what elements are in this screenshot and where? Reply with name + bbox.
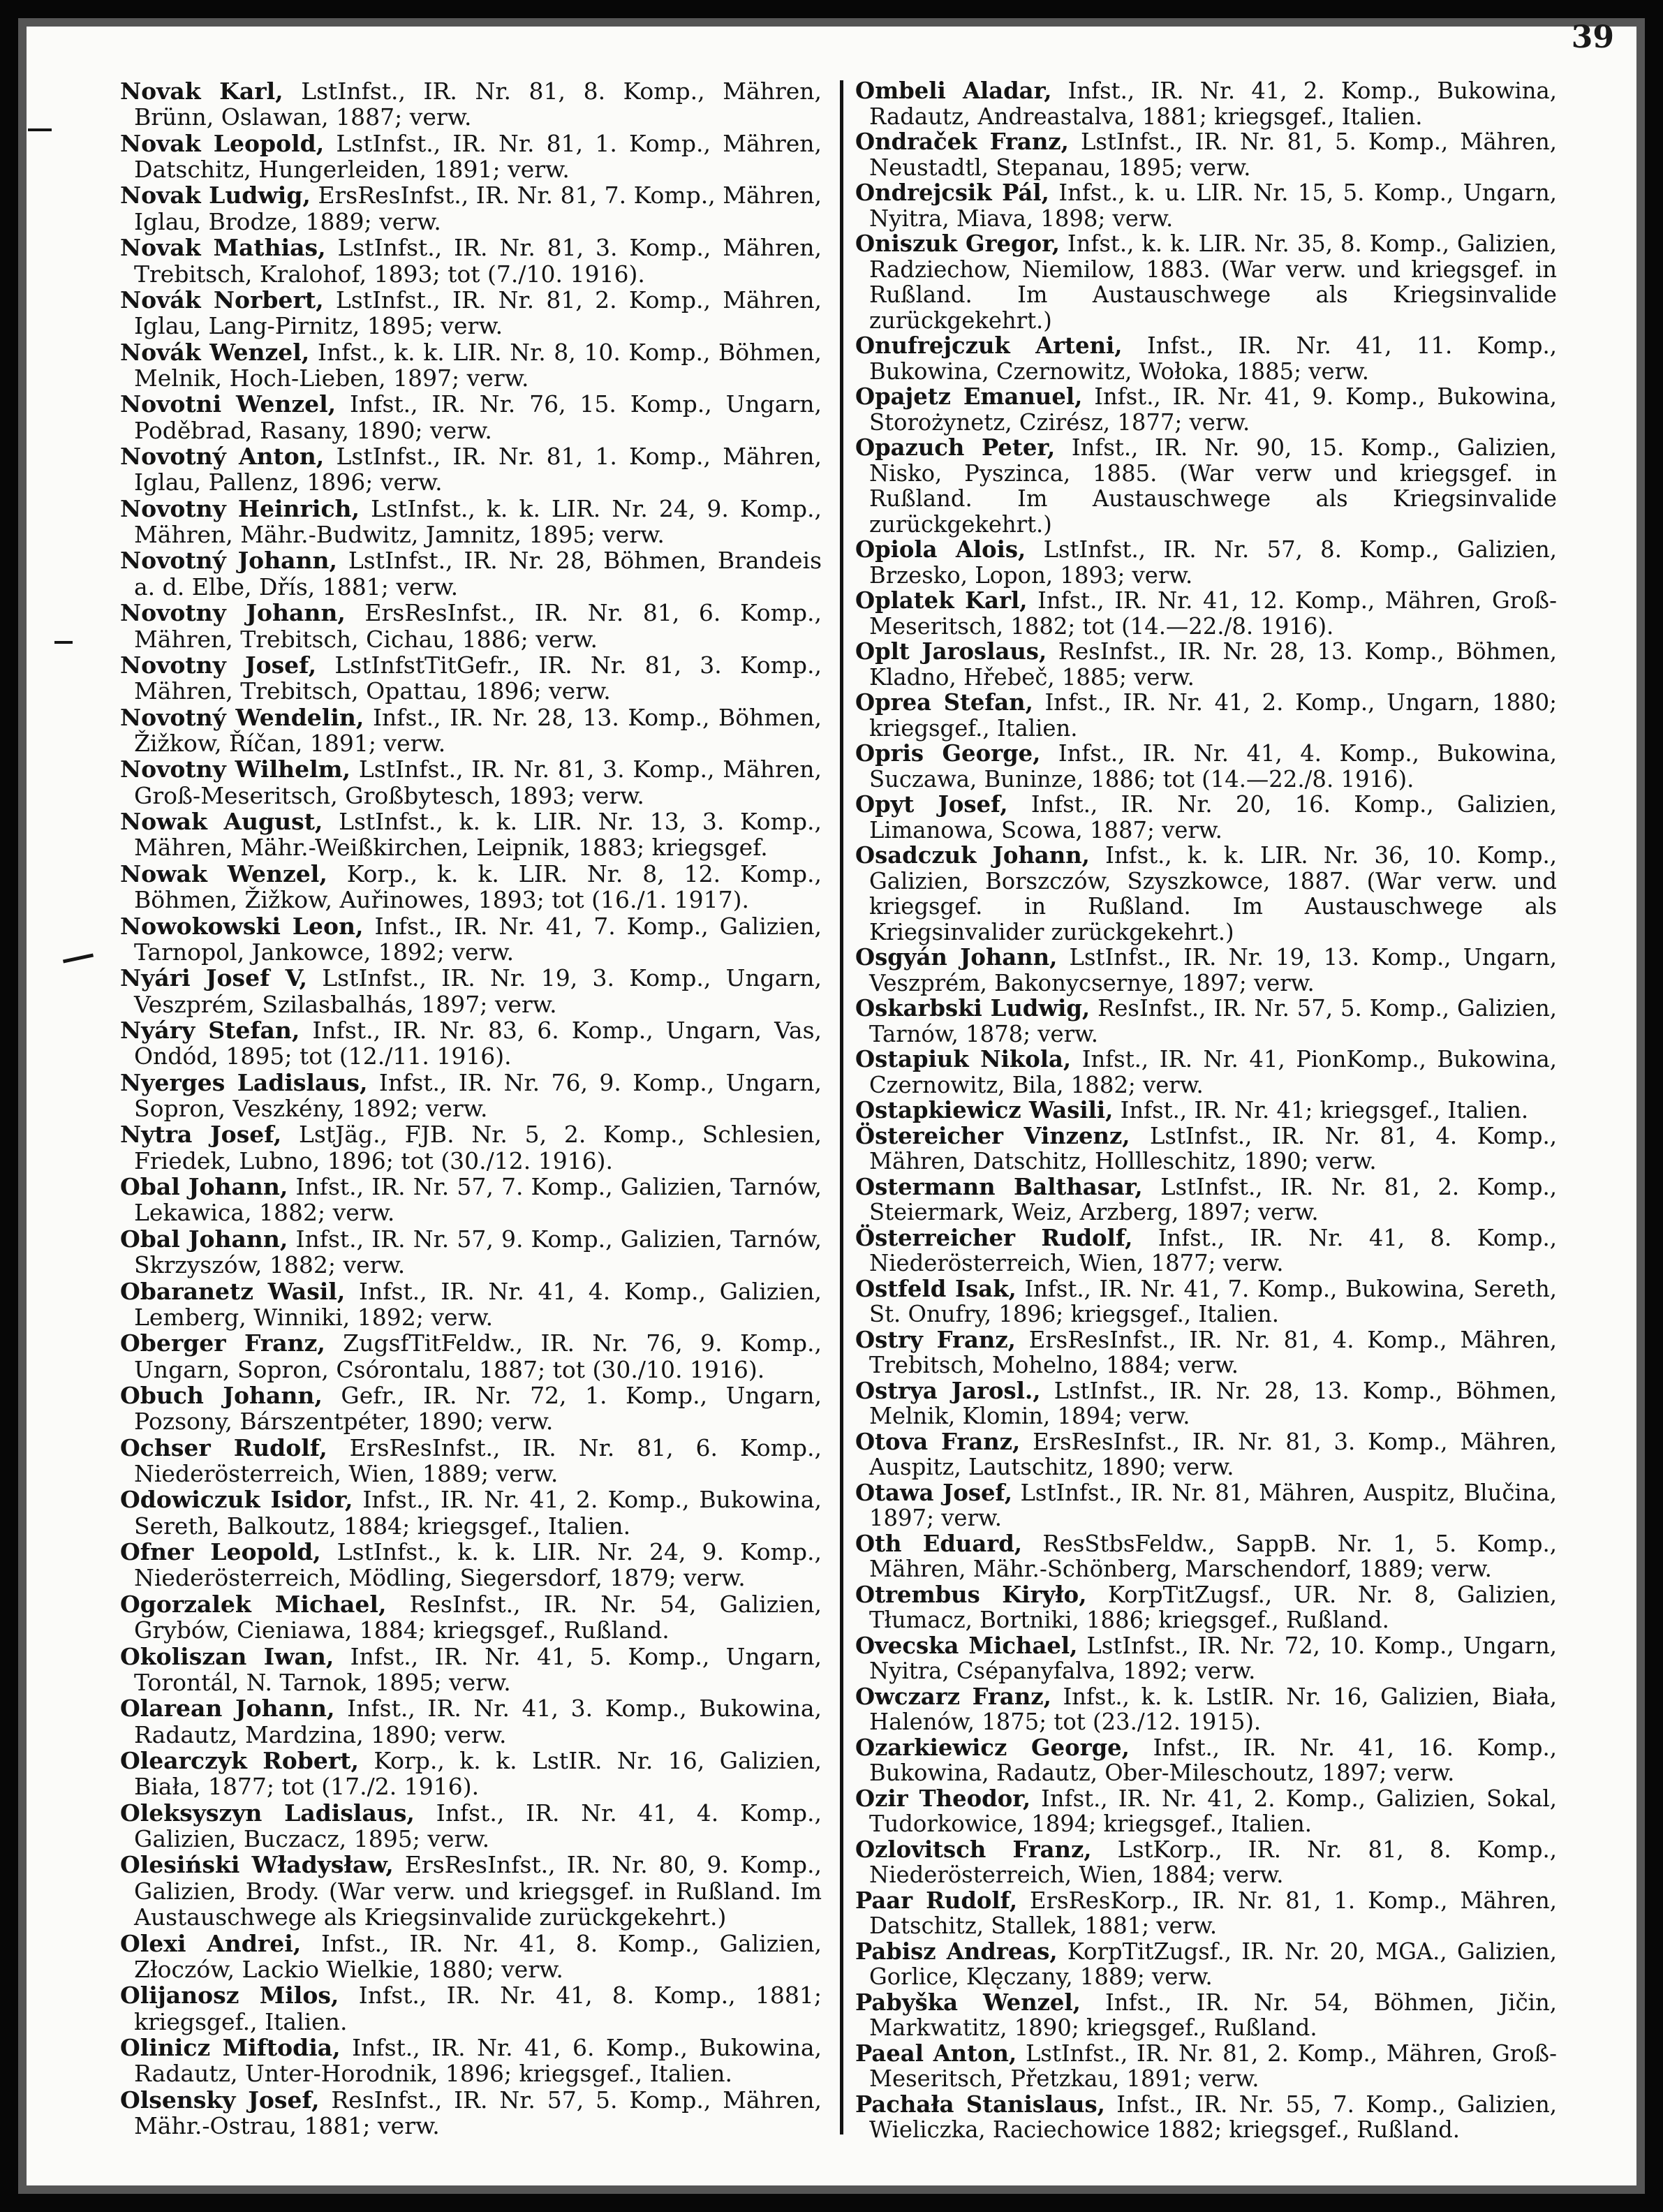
register-entry [855, 2041, 1557, 2092]
entry-name: Osadczuk Johann, [855, 842, 1090, 869]
entry-name: Ostapkiewicz Wasili, [855, 1097, 1114, 1123]
entry-name: Olexi Andrei, [120, 1929, 302, 1957]
register-entry [120, 1017, 822, 1070]
entry-name: Opajetz Emanuel, [855, 383, 1083, 410]
entry-name: Obaranetz Wasil, [120, 1277, 346, 1305]
register-entry [855, 129, 1557, 180]
entry-details: Infst., k. k. LIR. Nr. 8, 10. Komp., Böhmen, Melnik, Hoch-Lieben, 1897; verw. [134, 338, 822, 392]
entry-name: Novák Wenzel, [120, 338, 310, 366]
register-entry [120, 1121, 822, 1174]
register-entry [120, 547, 822, 600]
entry-name: Opyt Josef, [855, 791, 1008, 818]
page-number: 39 [1571, 20, 1614, 55]
entry-details: LstInfst., IR. Nr. 81, 3. Komp., Mähren, Trebitsch, Kralohof, 1893; tot (7./10. 1916). [134, 234, 822, 288]
entry-name: Ondrejcsik Pál, [855, 179, 1049, 206]
entry-name: Nowokowski Leon, [120, 912, 364, 940]
entry-name: Oniszuk Gregor, [855, 230, 1060, 257]
entry-details: ErsResInfst., IR. Nr. 81, 3. Komp., Mähren, Auspitz, Lautschitz, 1890; verw. [869, 1428, 1557, 1480]
entry-details: ResInfst., IR. Nr. 28, 13. Komp., Böhmen, Kladno, Hřebeč, 1885; verw. [869, 638, 1557, 691]
entry-name: Novotny Heinrich, [120, 494, 360, 522]
entry-details: LstInfst., IR. Nr. 81, 1. Komp., Mähren, Datschitz, Hungerleiden, 1891; verw. [134, 129, 822, 184]
register-entry [855, 1225, 1557, 1276]
entry-details: LstInfst., k. k. LIR. Nr. 13, 3. Komp., Mähren, Mähr.-Weißkirchen, Leipnik, 1883; kriegsgef. [134, 808, 822, 862]
entry-name: Ozlovitsch Franz, [855, 1836, 1092, 1863]
entry-details: ErsResInfst., IR. Nr. 81, 7. Komp., Mähren, Iglau, Brodze, 1889; verw. [134, 182, 822, 235]
register-entry [120, 1800, 822, 1852]
register-entry [855, 1378, 1557, 1429]
entry-name: Ondraček Franz, [855, 128, 1069, 155]
entry-name: Novotný Anton, [120, 443, 325, 471]
entry-details: Infst., IR. Nr. 41, 3. Komp., Bukowina, Radautz, Mardzina, 1890; verw. [134, 1695, 822, 1748]
register-entry [855, 180, 1557, 231]
entry-details: ResStbsFeldw., SappB. Nr. 1, 5. Komp., Mähren, Mähr.-Schönberg, Marschendorf, 1889; verw. [869, 1530, 1557, 1582]
register-entry [855, 945, 1557, 996]
entry-details: LstInfst., IR. Nr. 81, 3. Komp., Mähren, Groß-Meseritsch, Großbytesch, 1893; verw. [134, 755, 822, 809]
entry-details: Infst., IR. Nr. 54, Böhmen, Jičin, Markwatitz, 1890; kriegsgef., Rußland. [869, 1989, 1557, 2041]
entry-name: Ostrya Jarosl., [855, 1377, 1041, 1404]
entry-name: Ovecska Michael, [855, 1632, 1078, 1659]
entry-name: Okoliszan Iwan, [120, 1642, 334, 1670]
entry-details: ResInfst., IR. Nr. 57, 5. Komp., Galizien, Tarnów, 1878; verw. [869, 995, 1557, 1047]
entry-name: Ostermann Balthasar, [855, 1173, 1143, 1200]
register-entry [855, 1480, 1557, 1531]
register-entry [855, 1047, 1557, 1098]
entry-details: Infst., IR. Nr. 76, 15. Komp., Ungarn, Poděbrad, Rasany, 1890; verw. [134, 390, 822, 444]
entry-details: LstInfst., IR. Nr. 81, 2. Komp., Steiermark, Weiz, Arzberg, 1897; verw. [869, 1173, 1557, 1225]
entry-details: ResInfst., IR. Nr. 54, Galizien, Grybów, Cieniawa, 1884; kriegsgef., Rußland. [134, 1590, 822, 1644]
entry-name: Nyerges Ladislaus, [120, 1068, 368, 1096]
register-entry [120, 705, 822, 757]
register-entry [120, 235, 822, 287]
register-entry [120, 131, 822, 183]
entry-details: LstKorp., IR. Nr. 81, 8. Komp., Niederösterreich, Wien, 1884; verw. [869, 1836, 1557, 1888]
entry-details: KorpTitZugsf., IR. Nr. 20, MGA., Galizien, Gorlice, Klęczany, 1889; verw. [869, 1938, 1557, 1990]
entry-name: Novak Leopold, [120, 129, 325, 157]
entry-name: Novotný Johann, [120, 547, 338, 575]
register-entry [855, 1429, 1557, 1480]
register-entry [120, 1931, 822, 1983]
entry-details: Infst., IR. Nr. 55, 7. Komp., Galizien, Wieliczka, Raciechowice 1882; kriegsgef., Rußland. [869, 2091, 1557, 2143]
register-entry [855, 1531, 1557, 1582]
register-entry [120, 913, 822, 966]
entry-name: Novak Karl, [120, 78, 283, 105]
register-entry [120, 1852, 822, 1930]
register-entry [855, 1633, 1557, 1684]
entry-details: Infst., IR. Nr. 41, 4. Komp., Galizien, Lemberg, Winniki, 1892; verw. [134, 1277, 822, 1331]
register-entry [855, 78, 1557, 129]
entry-name: Novotný Wendelin, [120, 703, 364, 731]
entry-details: Infst., IR. Nr. 57, 9. Komp., Galizien, Tarnów, Skrzyszów, 1882; verw. [134, 1225, 822, 1279]
entry-name: Novotny Johann, [120, 599, 346, 627]
register-entry [120, 1591, 822, 1644]
entry-name: Östereicher Vinzenz, [855, 1122, 1130, 1149]
entry-details: Infst., IR. Nr. 41, 2. Komp., Galizien, Sokal, Tudorkowice, 1894; kriegsgef., Italien. [869, 1785, 1557, 1837]
register-entry [120, 1226, 822, 1278]
entry-name: Ozir Theodor, [855, 1785, 1031, 1812]
entry-details: LstInfst., IR. Nr. 19, 13. Komp., Ungarn, Veszprém, Bakonycsernye, 1897; verw. [869, 944, 1557, 996]
entry-name: Novak Ludwig, [120, 182, 311, 209]
entry-details: LstInfst., k. k. LIR. Nr. 24, 9. Komp., Mähren, Mähr.-Budwitz, Jamnitz, 1895; verw. [134, 494, 822, 549]
entry-details: Infst., IR. Nr. 41, 7. Komp., Bukowina, Sereth, St. Onufry, 1896; kriegsgef., Italien. [869, 1275, 1557, 1327]
entry-name: Owczarz Franz, [855, 1683, 1051, 1710]
entry-details: Infst., IR. Nr. 41, 12. Komp., Mähren, Groß-Meseritsch, 1882; tot (14.—22./8. 1916). [869, 587, 1557, 640]
entry-name: Oth Eduard, [855, 1530, 1022, 1557]
entry-name: Obal Johann, [120, 1173, 288, 1201]
entry-name: Novák Norbert, [120, 286, 324, 314]
entry-details: Infst., IR. Nr. 41, 8. Komp., Galizien, Złoczów, Lackio Wielkie, 1880; verw. [134, 1929, 822, 1983]
entry-name: Oberger Franz, [120, 1329, 325, 1357]
entry-name: Ostapiuk Nikola, [855, 1046, 1072, 1072]
entry-details: ErsResInfst., IR. Nr. 81, 6. Komp., Niederösterreich, Wien, 1889; verw. [134, 1433, 822, 1488]
entry-name: Novotni Wenzel, [120, 390, 337, 418]
entry-details: Korp., k. k. LstIR. Nr. 16, Galizien, Biała, 1877; tot (17./2. 1916). [134, 1747, 822, 1801]
margin-mark [54, 641, 73, 644]
entry-name: Olinicz Miftodia, [120, 2033, 341, 2061]
entry-details: Infst., IR. Nr. 41, 7. Komp., Galizien, Tarnopol, Jankowce, 1892; verw. [134, 912, 822, 966]
entry-details: Infst., IR. Nr. 41, 2. Komp., Bukowina, Sereth, Balkoutz, 1884; kriegsgef., Italien. [134, 1486, 822, 1540]
register-entry [120, 391, 822, 443]
entry-name: Pabisz Andreas, [855, 1938, 1058, 1965]
entry-details: Infst., IR. Nr. 41, 9. Komp., Bukowina, Storożynetz, Czirész, 1877; verw. [869, 383, 1557, 436]
entry-name: Obuch Johann, [120, 1381, 323, 1409]
register-entry [855, 690, 1557, 741]
entry-details: Infst., IR. Nr. 41, 16. Komp., Bukowina, Radautz, Ober-Mileschoutz, 1897; verw. [869, 1734, 1557, 1786]
register-entry [120, 1695, 822, 1748]
entry-details: Infst., IR. Nr. 20, 16. Komp., Galizien, Limanowa, Scowa, 1887; verw. [869, 791, 1557, 843]
register-entry [855, 333, 1557, 384]
register-entry [120, 1644, 822, 1696]
entry-details: Infst., IR. Nr. 83, 6. Komp., Ungarn, Vas, Ondód, 1895; tot (12./11. 1916). [134, 1016, 822, 1070]
register-entry [855, 537, 1557, 588]
register-entry [855, 2092, 1557, 2143]
entry-name: Olsensky Josef, [120, 2086, 320, 2114]
entry-name: Oskarbski Ludwig, [855, 995, 1091, 1022]
register-entry [855, 435, 1557, 537]
entry-details: ZugsfTitFeldw., IR. Nr. 76, 9. Komp., Ungarn, Sopron, Csórontalu, 1887; tot (30./10. 1916). [134, 1329, 822, 1383]
register-entry [120, 1382, 822, 1435]
entry-name: Novotny Josef, [120, 651, 317, 679]
entry-details: LstInfst., IR. Nr. 81, 2. Komp., Mähren, Groß-Meseritsch, Přetzkau, 1891; verw. [869, 2040, 1557, 2092]
register-entry [120, 78, 822, 131]
entry-name: Ochser Rudolf, [120, 1433, 327, 1461]
entry-name: Ogorzalek Michael, [120, 1590, 387, 1618]
entry-name: Onufrejczuk Arteni, [855, 332, 1123, 359]
right-column [855, 78, 1557, 2143]
entry-details: LstJäg., FJB. Nr. 5, 2. Komp., Schlesien, Friedek, Lubno, 1896; tot (30./12. 1916). [134, 1121, 822, 1174]
register-entry [120, 861, 822, 913]
entry-name: Paar Rudolf, [855, 1887, 1018, 1914]
entry-name: Opiola Alois, [855, 536, 1026, 563]
entry-details: ErsResKorp., IR. Nr. 81, 1. Komp., Mähren, Datschitz, Stallek, 1881; verw. [869, 1887, 1557, 1939]
entry-name: Odowiczuk Isidor, [120, 1486, 353, 1514]
register-entry [120, 496, 822, 548]
entry-name: Otrembus Kiryło, [855, 1581, 1087, 1608]
register-entry [120, 2035, 822, 2087]
entry-details: Infst., IR. Nr. 41, 4. Komp., Galizien, Buczacz, 1895; verw. [134, 1799, 822, 1853]
entry-name: Olijanosz Milos, [120, 1982, 339, 2010]
register-entry [120, 965, 822, 1017]
entry-details: Infst., IR. Nr. 41; kriegsgef., Italien. [1120, 1097, 1529, 1123]
register-entry [855, 843, 1557, 945]
entry-name: Novotny Wilhelm, [120, 755, 351, 783]
register-entry [855, 1123, 1557, 1174]
entry-details: ErsResInfst., IR. Nr. 80, 9. Komp., Galizien, Brody. (War verw. und kriegsgef. in Rußland. Im Austauschwege als Kriegsinvalide zurückgekehrt.) [134, 1851, 822, 1931]
register-entry [120, 756, 822, 809]
register-entry [855, 1837, 1557, 1888]
entry-name: Obal Johann, [120, 1225, 288, 1253]
entry-name: Ostry Franz, [855, 1326, 1016, 1353]
register-entry [855, 996, 1557, 1047]
register-entry [120, 1174, 822, 1226]
entry-name: Paeal Anton, [855, 2040, 1017, 2067]
entry-name: Opazuch Peter, [855, 434, 1056, 461]
entry-details: LstInfst., IR. Nr. 81, 1. Komp., Mähren, Iglau, Pallenz, 1896; verw. [134, 443, 822, 496]
entry-details: Infst., IR. Nr. 57, 7. Komp., Galizien, Tarnów, Lekawica, 1882; verw. [134, 1173, 822, 1227]
entry-details: LstInfst., IR. Nr. 57, 8. Komp., Galizien, Brzesko, Lopon, 1893; verw. [869, 536, 1557, 589]
entry-details: LstInfstTitGefr., IR. Nr. 81, 3. Komp., Mähren, Trebitsch, Opattau, 1896; verw. [134, 651, 822, 705]
register-entry [120, 182, 822, 235]
register-entry [855, 792, 1557, 843]
register-entry [120, 287, 822, 339]
entry-details: Infst., IR. Nr. 41, 11. Komp., Bukowina, Czernowitz, Wołoka, 1885; verw. [869, 332, 1557, 385]
entry-name: Novak Mathias, [120, 234, 326, 262]
entry-details: ResInfst., IR. Nr. 57, 5. Komp., Mähren, Mähr.-Ostrau, 1881; verw. [134, 2086, 822, 2140]
register-entry [120, 809, 822, 861]
entry-name: Osgyán Johann, [855, 944, 1058, 971]
register-entry [120, 1982, 822, 2035]
entry-name: Österreicher Rudolf, [855, 1224, 1133, 1251]
entry-name: Otova Franz, [855, 1428, 1021, 1455]
entry-name: Oprea Stefan, [855, 689, 1033, 716]
left-column [120, 78, 822, 2139]
register-entry [120, 1487, 822, 1539]
entry-name: Oplt Jaroslaus, [855, 638, 1047, 665]
entry-details: ErsResInfst., IR. Nr. 81, 4. Komp., Mähren, Trebitsch, Mohelno, 1884; verw. [869, 1326, 1557, 1378]
register-entry [120, 1435, 822, 1487]
register-entry [855, 384, 1557, 435]
margin-mark [63, 953, 94, 963]
entry-details: LstInfst., IR. Nr. 72, 10. Komp., Ungarn, Nyitra, Csépanyfalva, 1892; verw. [869, 1632, 1557, 1684]
register-entry [120, 652, 822, 705]
entry-details: Infst., IR. Nr. 41, 4. Komp., Bukowina, Suczawa, Buninze, 1886; tot (14.—22./8. 1916). [869, 740, 1557, 792]
entry-details: Infst., k. k. LIR. Nr. 36, 10. Komp., Galizien, Borszczów, Szyszkowce, 1887. (War verw. und kriegsgef. in Rußland. Im Austauschwege als Kriegsinvalider zurückgekehrt.) [869, 842, 1557, 945]
entry-details: LstInfst., IR. Nr. 81, 4. Komp., Mähren, Datschitz, Hollleschitz, 1890; verw. [869, 1122, 1557, 1174]
register-entry [120, 1330, 822, 1382]
register-entry [120, 2087, 822, 2139]
entry-details: Infst., IR. Nr. 41, 8. Komp., 1881; kriegsgef., Italien. [134, 1982, 822, 2035]
entry-name: Opris George, [855, 740, 1041, 767]
entry-details: LstInfst., IR. Nr. 81, 2. Komp., Mähren, Iglau, Lang-Pirnitz, 1895; verw. [134, 286, 822, 340]
register-entry [855, 1684, 1557, 1735]
register-entry [120, 1748, 822, 1800]
entry-name: Nowak Wenzel, [120, 860, 327, 887]
register-entry [120, 1278, 822, 1331]
register-entry [120, 443, 822, 496]
entry-name: Pachała Stanislaus, [855, 2091, 1105, 2118]
entry-details: Gefr., IR. Nr. 72, 1. Komp., Ungarn, Pozsony, Bárszentpéter, 1890; verw. [134, 1381, 822, 1436]
entry-name: Olesiński Władysław, [120, 1851, 394, 1879]
entry-details: Infst., k. k. LIR. Nr. 35, 8. Komp., Galizien, Radziechow, Niemilow, 1883. (War verw. und kriegsgef. in Rußland. Im Austauschwege als Kriegsinvalide zurückgekehrt.) [869, 230, 1557, 334]
entry-details: KorpTitZugsf., UR. Nr. 8, Galizien, Tłumacz, Bortniki, 1886; kriegsgef., Rußland. [869, 1581, 1557, 1633]
register-entry [120, 600, 822, 652]
entry-details: LstInfst., IR. Nr. 81, 8. Komp., Mähren, Brünn, Oslawan, 1887; verw. [134, 78, 822, 131]
entry-name: Otawa Josef, [855, 1479, 1012, 1506]
entry-name: Nyári Josef V, [120, 964, 307, 992]
margin-mark [28, 128, 52, 131]
register-entry [855, 1582, 1557, 1633]
register-entry [120, 1070, 822, 1122]
entry-name: Nytra Josef, [120, 1121, 282, 1149]
register-entry [855, 1735, 1557, 1786]
entry-name: Nowak August, [120, 808, 323, 836]
entry-details: Infst., IR. Nr. 76, 9. Komp., Ungarn, Sopron, Veszkény, 1892; verw. [134, 1068, 822, 1123]
entry-details: LstInfst., IR. Nr. 81, 5. Komp., Mähren, Neustadtl, Stepanau, 1895; verw. [869, 128, 1557, 181]
entry-details: Korp., k. k. LIR. Nr. 8, 12. Komp., Böhmen, Žižkow, Auřinowes, 1893; tot (16./1. 1917). [134, 860, 822, 914]
entry-name: Oleksyszyn Ladislaus, [120, 1799, 415, 1827]
entry-details: LstInfst., IR. Nr. 19, 3. Komp., Ungarn, Veszprém, Szilasbalhás, 1897; verw. [134, 964, 822, 1018]
entry-name: Ombeli Aladar, [855, 78, 1052, 104]
entry-details: Infst., IR. Nr. 41, 8. Komp., Niederösterreich, Wien, 1877; verw. [869, 1224, 1557, 1276]
entry-name: Ozarkiewicz George, [855, 1734, 1130, 1761]
entry-details: Infst., IR. Nr. 28, 13. Komp., Böhmen, Žižkow, Říčan, 1891; verw. [134, 703, 822, 757]
register-entry [855, 1327, 1557, 1378]
register-entry [855, 1786, 1557, 1837]
entry-details: LstInfst., IR. Nr. 28, 13. Komp., Böhmen, Melnik, Klomin, 1894; verw. [869, 1377, 1557, 1429]
entry-name: Nyáry Stefan, [120, 1016, 300, 1044]
entry-details: LstInfst., IR. Nr. 81, Mähren, Auspitz, Blučina, 1897; verw. [869, 1479, 1557, 1531]
entry-details: ErsResInfst., IR. Nr. 81, 6. Komp., Mähren, Trebitsch, Cichau, 1886; verw. [134, 599, 822, 653]
entry-details: Infst., k. k. LstIR. Nr. 16, Galizien, Biała, Halenów, 1875; tot (23./12. 1915). [869, 1683, 1557, 1735]
entry-name: Oplatek Karl, [855, 587, 1028, 614]
entry-details: Infst., IR. Nr. 41, 2. Komp., Ungarn, 1880; kriegsgef., Italien. [869, 689, 1557, 742]
entry-details: Infst., IR. Nr. 41, PionKomp., Bukowina, Czernowitz, Bila, 1882; verw. [869, 1046, 1557, 1098]
register-entry [855, 639, 1557, 690]
register-entry [855, 1174, 1557, 1225]
register-entry [855, 231, 1557, 333]
register-entry [855, 1888, 1557, 1939]
register-entry [855, 588, 1557, 639]
register-entry [855, 1098, 1557, 1123]
entry-name: Ostfeld Isak, [855, 1275, 1017, 1302]
entry-name: Pabyška Wenzel, [855, 1989, 1081, 2016]
entry-details: Infst., IR. Nr. 41, 5. Komp., Ungarn, Torontál, N. Tarnok, 1895; verw. [134, 1642, 822, 1696]
entry-name: Olarean Johann, [120, 1695, 335, 1723]
entry-details: Infst., k. u. LIR. Nr. 15, 5. Komp., Ungarn, Nyitra, Miava, 1898; verw. [869, 179, 1557, 232]
register-entry [120, 339, 822, 392]
entry-name: Ofner Leopold, [120, 1538, 321, 1566]
register-entry [120, 1539, 822, 1591]
register-entry [855, 741, 1557, 792]
entry-details: LstInfst., IR. Nr. 28, Böhmen, Brandeis a. d. Elbe, Dřís, 1881; verw. [134, 547, 822, 600]
register-entry [855, 1276, 1557, 1327]
entry-details: Infst., IR. Nr. 90, 15. Komp., Galizien, Nisko, Pyszinca, 1885. (War verw und kriegsgef. in Rußland. Im Austauschwege als Kriegsinvalide zurückgekehrt.) [869, 434, 1557, 538]
entry-name: Olearczyk Robert, [120, 1747, 359, 1774]
entry-details: Infst., IR. Nr. 41, 6. Komp., Bukowina, Radautz, Unter-Horodnik, 1896; kriegsgef., Italien. [134, 2033, 822, 2088]
column-divider [840, 80, 843, 2134]
register-entry [855, 1990, 1557, 2041]
register-entry [855, 1939, 1557, 1990]
entry-details: LstInfst., k. k. LIR. Nr. 24, 9. Komp., Niederösterreich, Mödling, Siegersdorf, 1879; verw. [134, 1538, 822, 1592]
entry-details: Infst., IR. Nr. 41, 2. Komp., Bukowina, Radautz, Andreastalva, 1881; kriegsgef., Italien. [869, 78, 1557, 130]
